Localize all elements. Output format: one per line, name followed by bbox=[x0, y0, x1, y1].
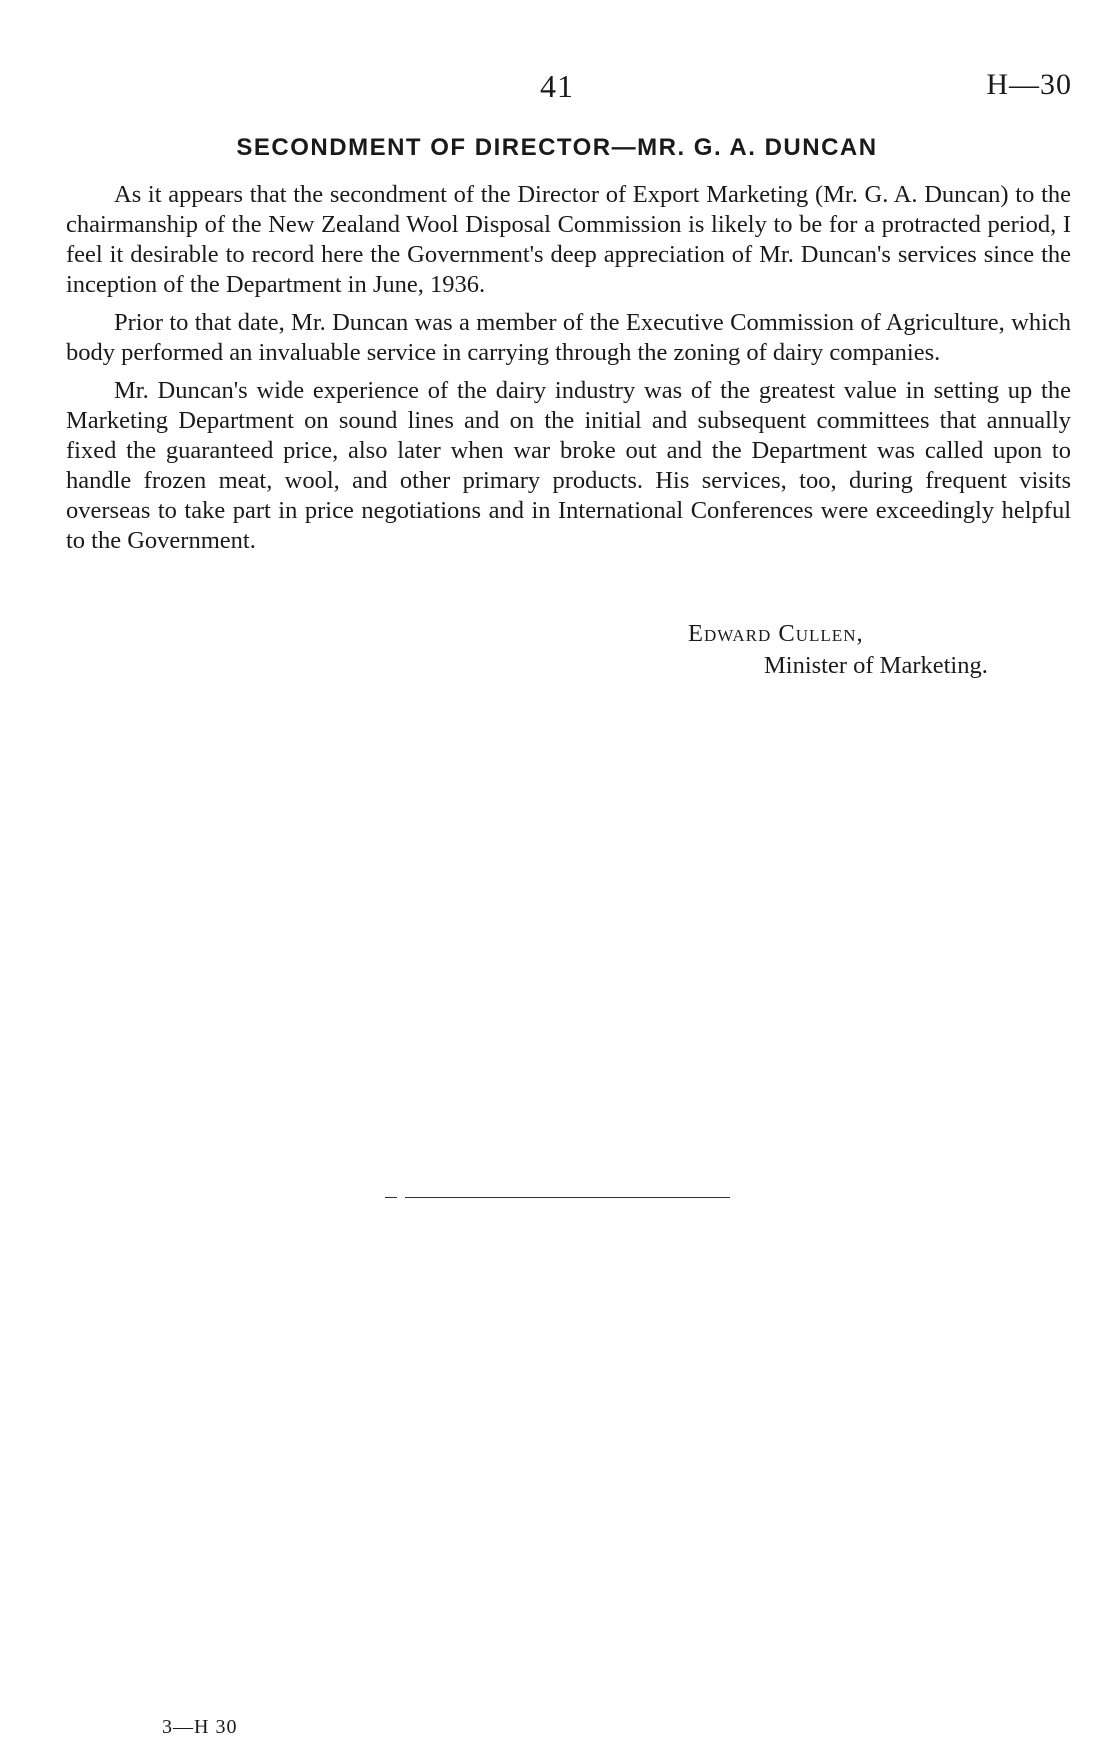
paragraph-1: As it appears that the secondment of the Director of Export Marketing (Mr. G. A. Duncan) to the chairmanship of the New Zealand Wool Disposal Commission is likely to be for a protracted period, I feel it desirable to record here the Government's deep appreciation of Mr. Duncan's services since the inception of the Department in June, 1936. bbox=[66, 181, 1071, 298]
divider-rule bbox=[405, 1197, 730, 1198]
signatory-title: Minister of Marketing. bbox=[764, 652, 988, 679]
paragraph-3: Mr. Duncan's wide experience of the dairy industry was of the greatest value in setting up the Marketing Department on sound lines and on the initial and subsequent committees that annually fixed the guaranteed price, also later when war broke out and the Department was called upon to handle frozen meat, wool, and other primary products. His services, too, during frequent visits overseas to take part in price negotiations and in International Conferences were exceedingly helpful to the Government. bbox=[66, 377, 1071, 554]
body-text bbox=[66, 180, 1071, 564]
divider-dash bbox=[385, 1197, 397, 1198]
section-heading: SECONDMENT OF DIRECTOR—MR. G. A. DUNCAN bbox=[236, 134, 878, 161]
document-code: H—30 bbox=[986, 68, 1072, 101]
footer-code: 3—H 30 bbox=[162, 1716, 238, 1738]
page-number: 41 bbox=[540, 68, 574, 104]
signature-block bbox=[688, 618, 988, 682]
signatory-name: Edward Cullen, bbox=[688, 620, 864, 647]
paragraph-2: Prior to that date, Mr. Duncan was a member of the Executive Commission of Agriculture, which body performed an invaluable service in carrying through the zoning of dairy companies. bbox=[66, 309, 1071, 366]
